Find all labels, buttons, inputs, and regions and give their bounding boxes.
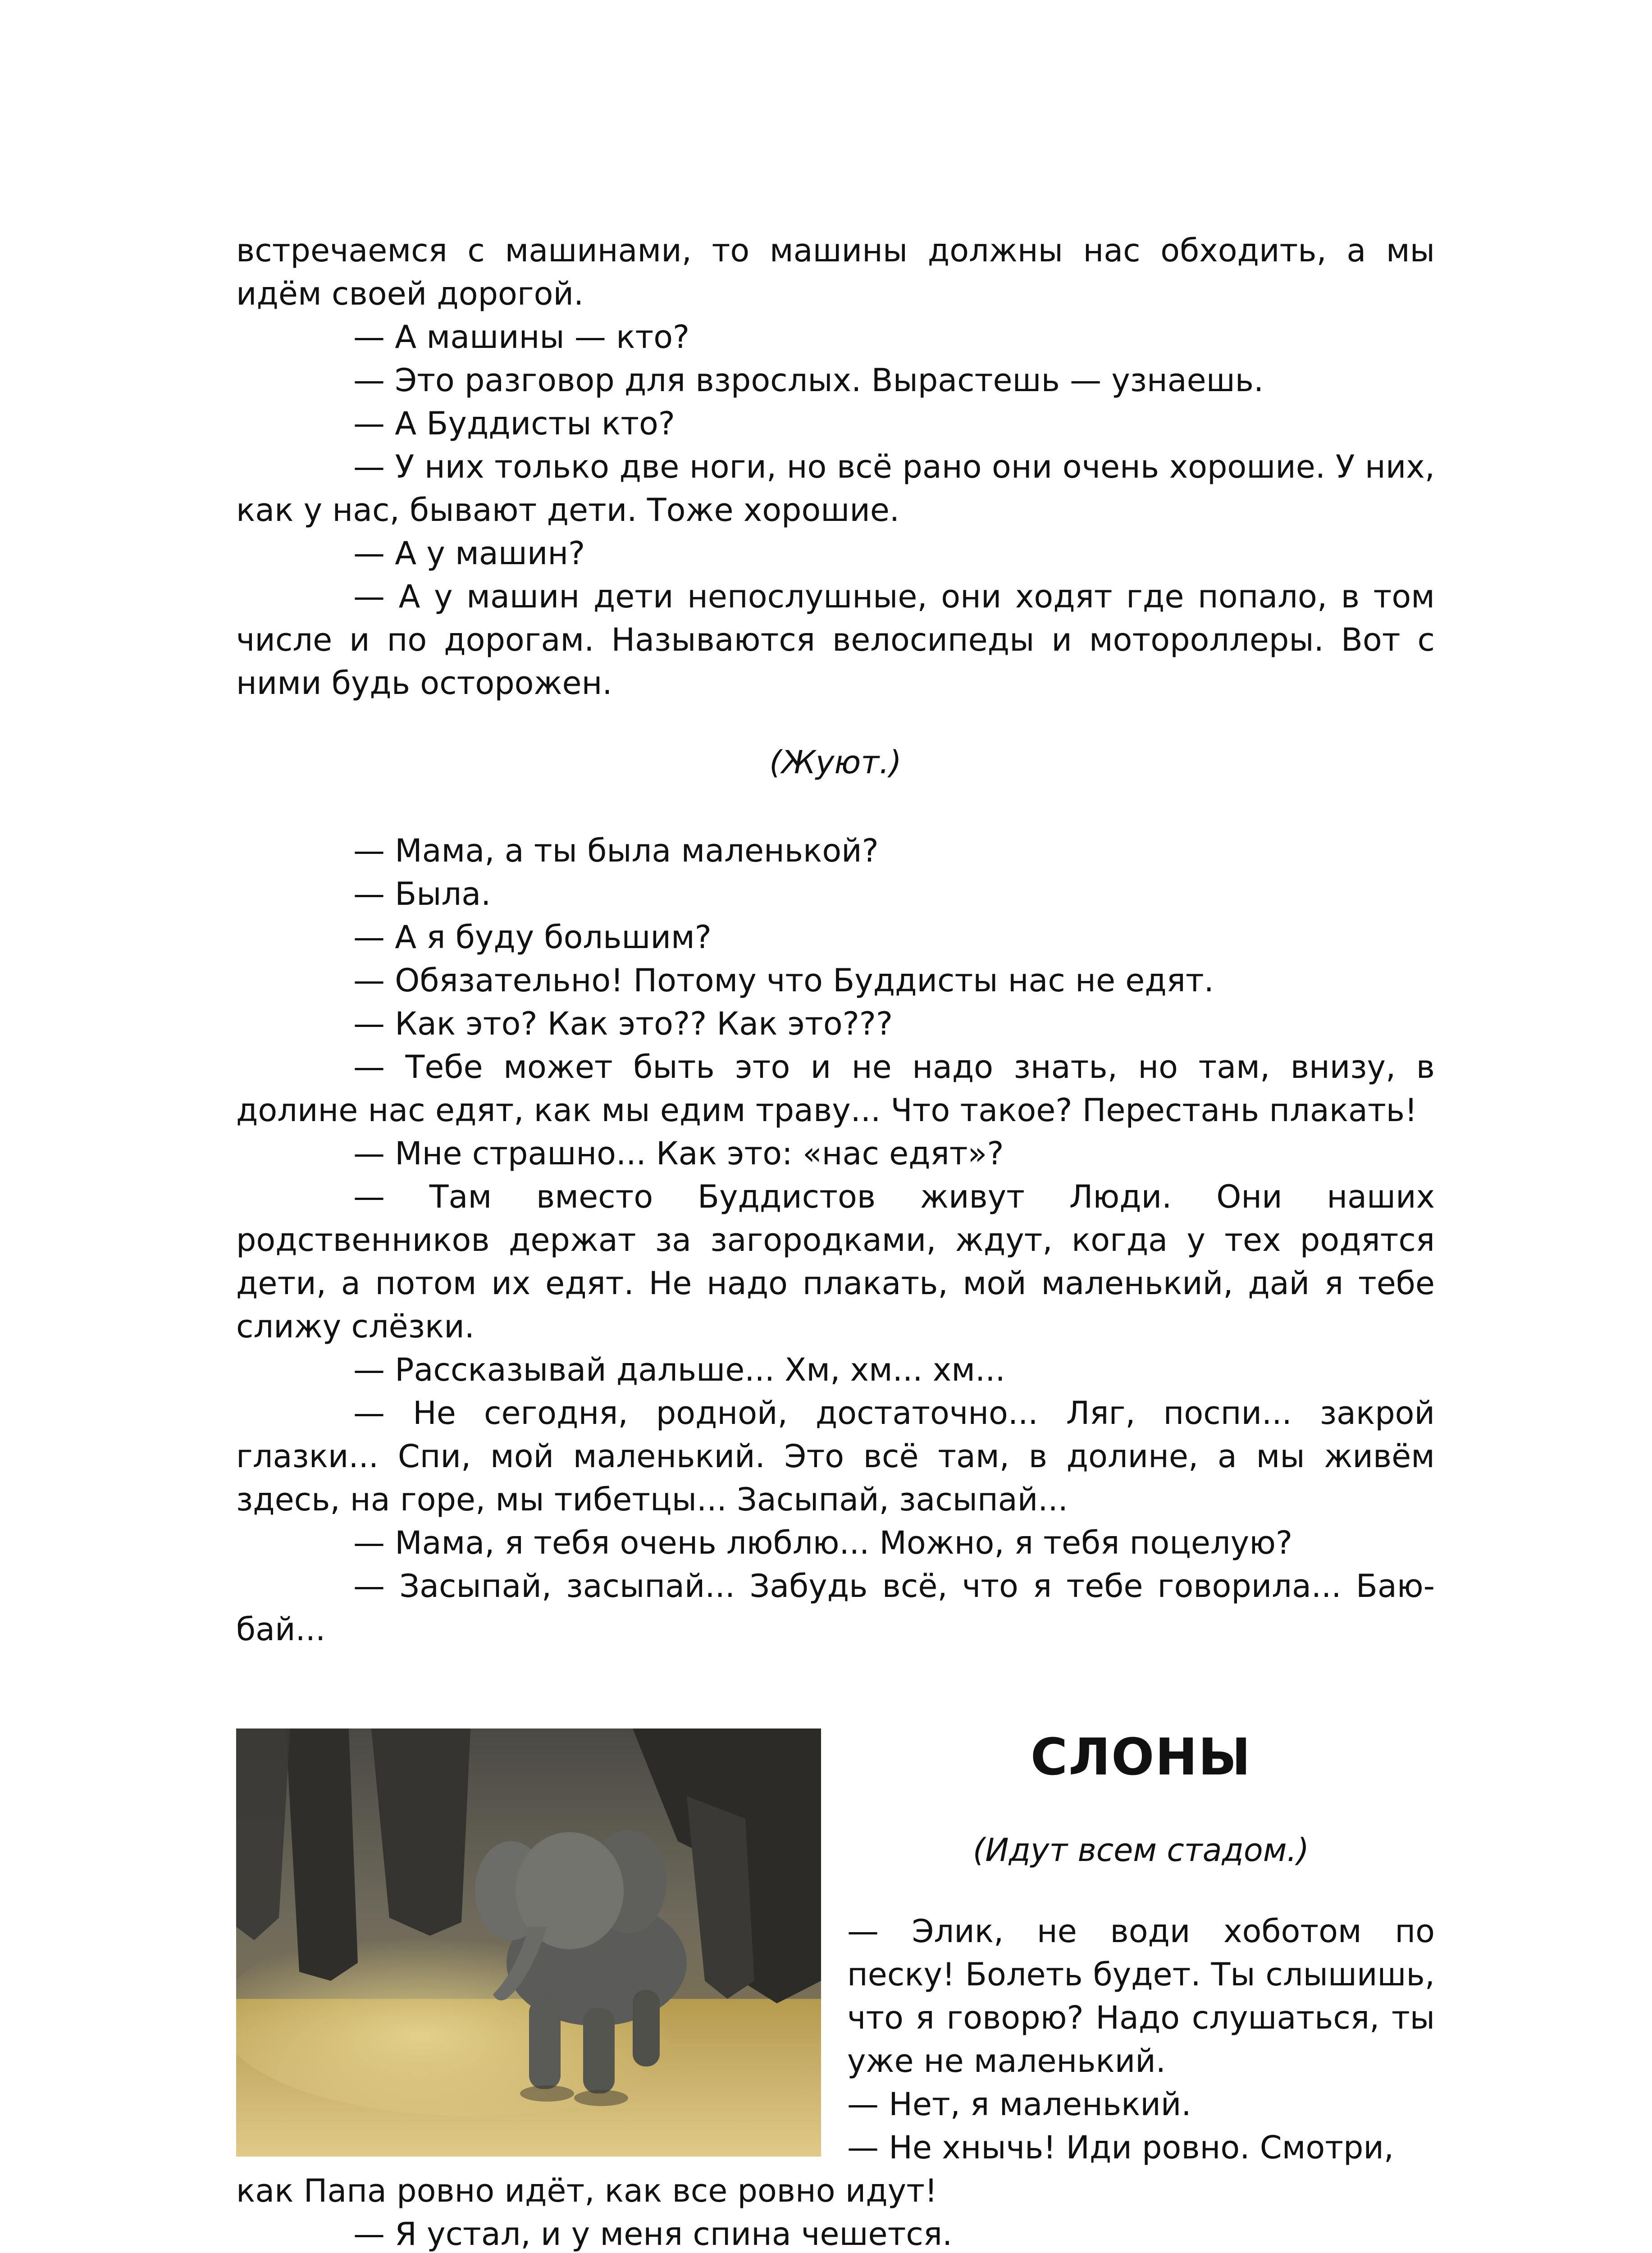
- dialogue-line: — Я устал, и у меня спина чешется.: [353, 2216, 953, 2253]
- dialogue-line: — Там вместо Буддистов живут Люди. Они наших родственников держат за загородками, ждут, когда у тех родятся дети, а потом их едят. Не надо плакать, мой маленький, дай я тебе слижу слёзки.: [236, 1178, 1435, 1345]
- dialogue-line: — Засыпай, засыпай... Забудь всё, что я тебе говорила... Баю-бай...: [236, 1568, 1435, 1648]
- dialogue-line: — Тебе может быть это и не надо знать, но там, внизу, в долине нас едят, как мы едим траву... Что такое? Перестань плакать!: [236, 1049, 1435, 1129]
- dialogue-line: — А я буду большим?: [353, 919, 712, 956]
- dialogue-line: — Мама, я тебя очень люблю... Можно, я тебя поцелую?: [353, 1524, 1293, 1561]
- dialogue-line: — А Буддисты кто?: [353, 405, 675, 442]
- dialogue-line: — Как это? Как это?? Как это???: [353, 1005, 893, 1042]
- dialogue-line: — Обязательно! Потому что Буддисты нас не едят.: [353, 962, 1214, 999]
- dialogue-line: — Не хнычь! Иди ровно. Смотри,: [847, 2129, 1394, 2166]
- text-block-middle: [236, 829, 1435, 1651]
- dialogue-line: — А у машин?: [353, 535, 585, 572]
- dialogue-line: — Была.: [353, 876, 491, 912]
- dialogue-line: — Это разговор для взрослых. Вырастешь — узнаешь.: [353, 362, 1264, 399]
- dialogue-line: — Не сегодня, родной, достаточно... Ляг, поспи... закрой глазки... Спи, мой маленький. Это всё там, в долине, а мы живём здесь, на горе, мы тибетцы... Засыпай, засыпай...: [236, 1395, 1435, 1518]
- text-block-side: [847, 1910, 1435, 2169]
- dialogue-line: — Элик, не води хоботом по песку! Болеть будет. Ты слышишь, что я говорю? Надо слушаться, ты уже не маленький.: [847, 1913, 1435, 2080]
- dialogue-line: — Мама, а ты была маленькой?: [353, 832, 879, 869]
- text-block-top: [236, 229, 1435, 705]
- dialogue-line: — Рассказывай дальше... Хм, хм... хм...: [353, 1351, 1005, 1388]
- dialogue-line: — А машины — кто?: [353, 319, 690, 356]
- baby-elephant-photo: [236, 1729, 821, 2157]
- dialogue-line: — Мне страшно... Как это: «нас едят»?: [353, 1135, 1004, 1172]
- stage-direction: (Идут всем стадом.): [972, 1832, 1310, 1869]
- stage-direction: (Жуют.): [769, 744, 902, 781]
- text-block-bottom: [236, 2169, 1435, 2253]
- section-title: СЛОНЫ: [1030, 1728, 1252, 1787]
- paragraph: встречаемся с машинами, то машины должны нас обходить, а мы идём своей дорогой.: [236, 232, 1435, 312]
- dialogue-line: — А у машин дети непослушные, они ходят где попало, в том числе и по дорогам. Называются велосипеды и мотороллеры. Вот с ними будь осторожен.: [236, 578, 1435, 702]
- dialogue-line: — Нет, я маленький.: [847, 2086, 1191, 2123]
- dialogue-line: — У них только две ноги, но всё рано они очень хорошие. У них, как у нас, бывают дети. Тоже хорошие.: [236, 448, 1435, 529]
- dialogue-line-continued: как Папа ровно идёт, как все ровно идут!: [236, 2172, 938, 2209]
